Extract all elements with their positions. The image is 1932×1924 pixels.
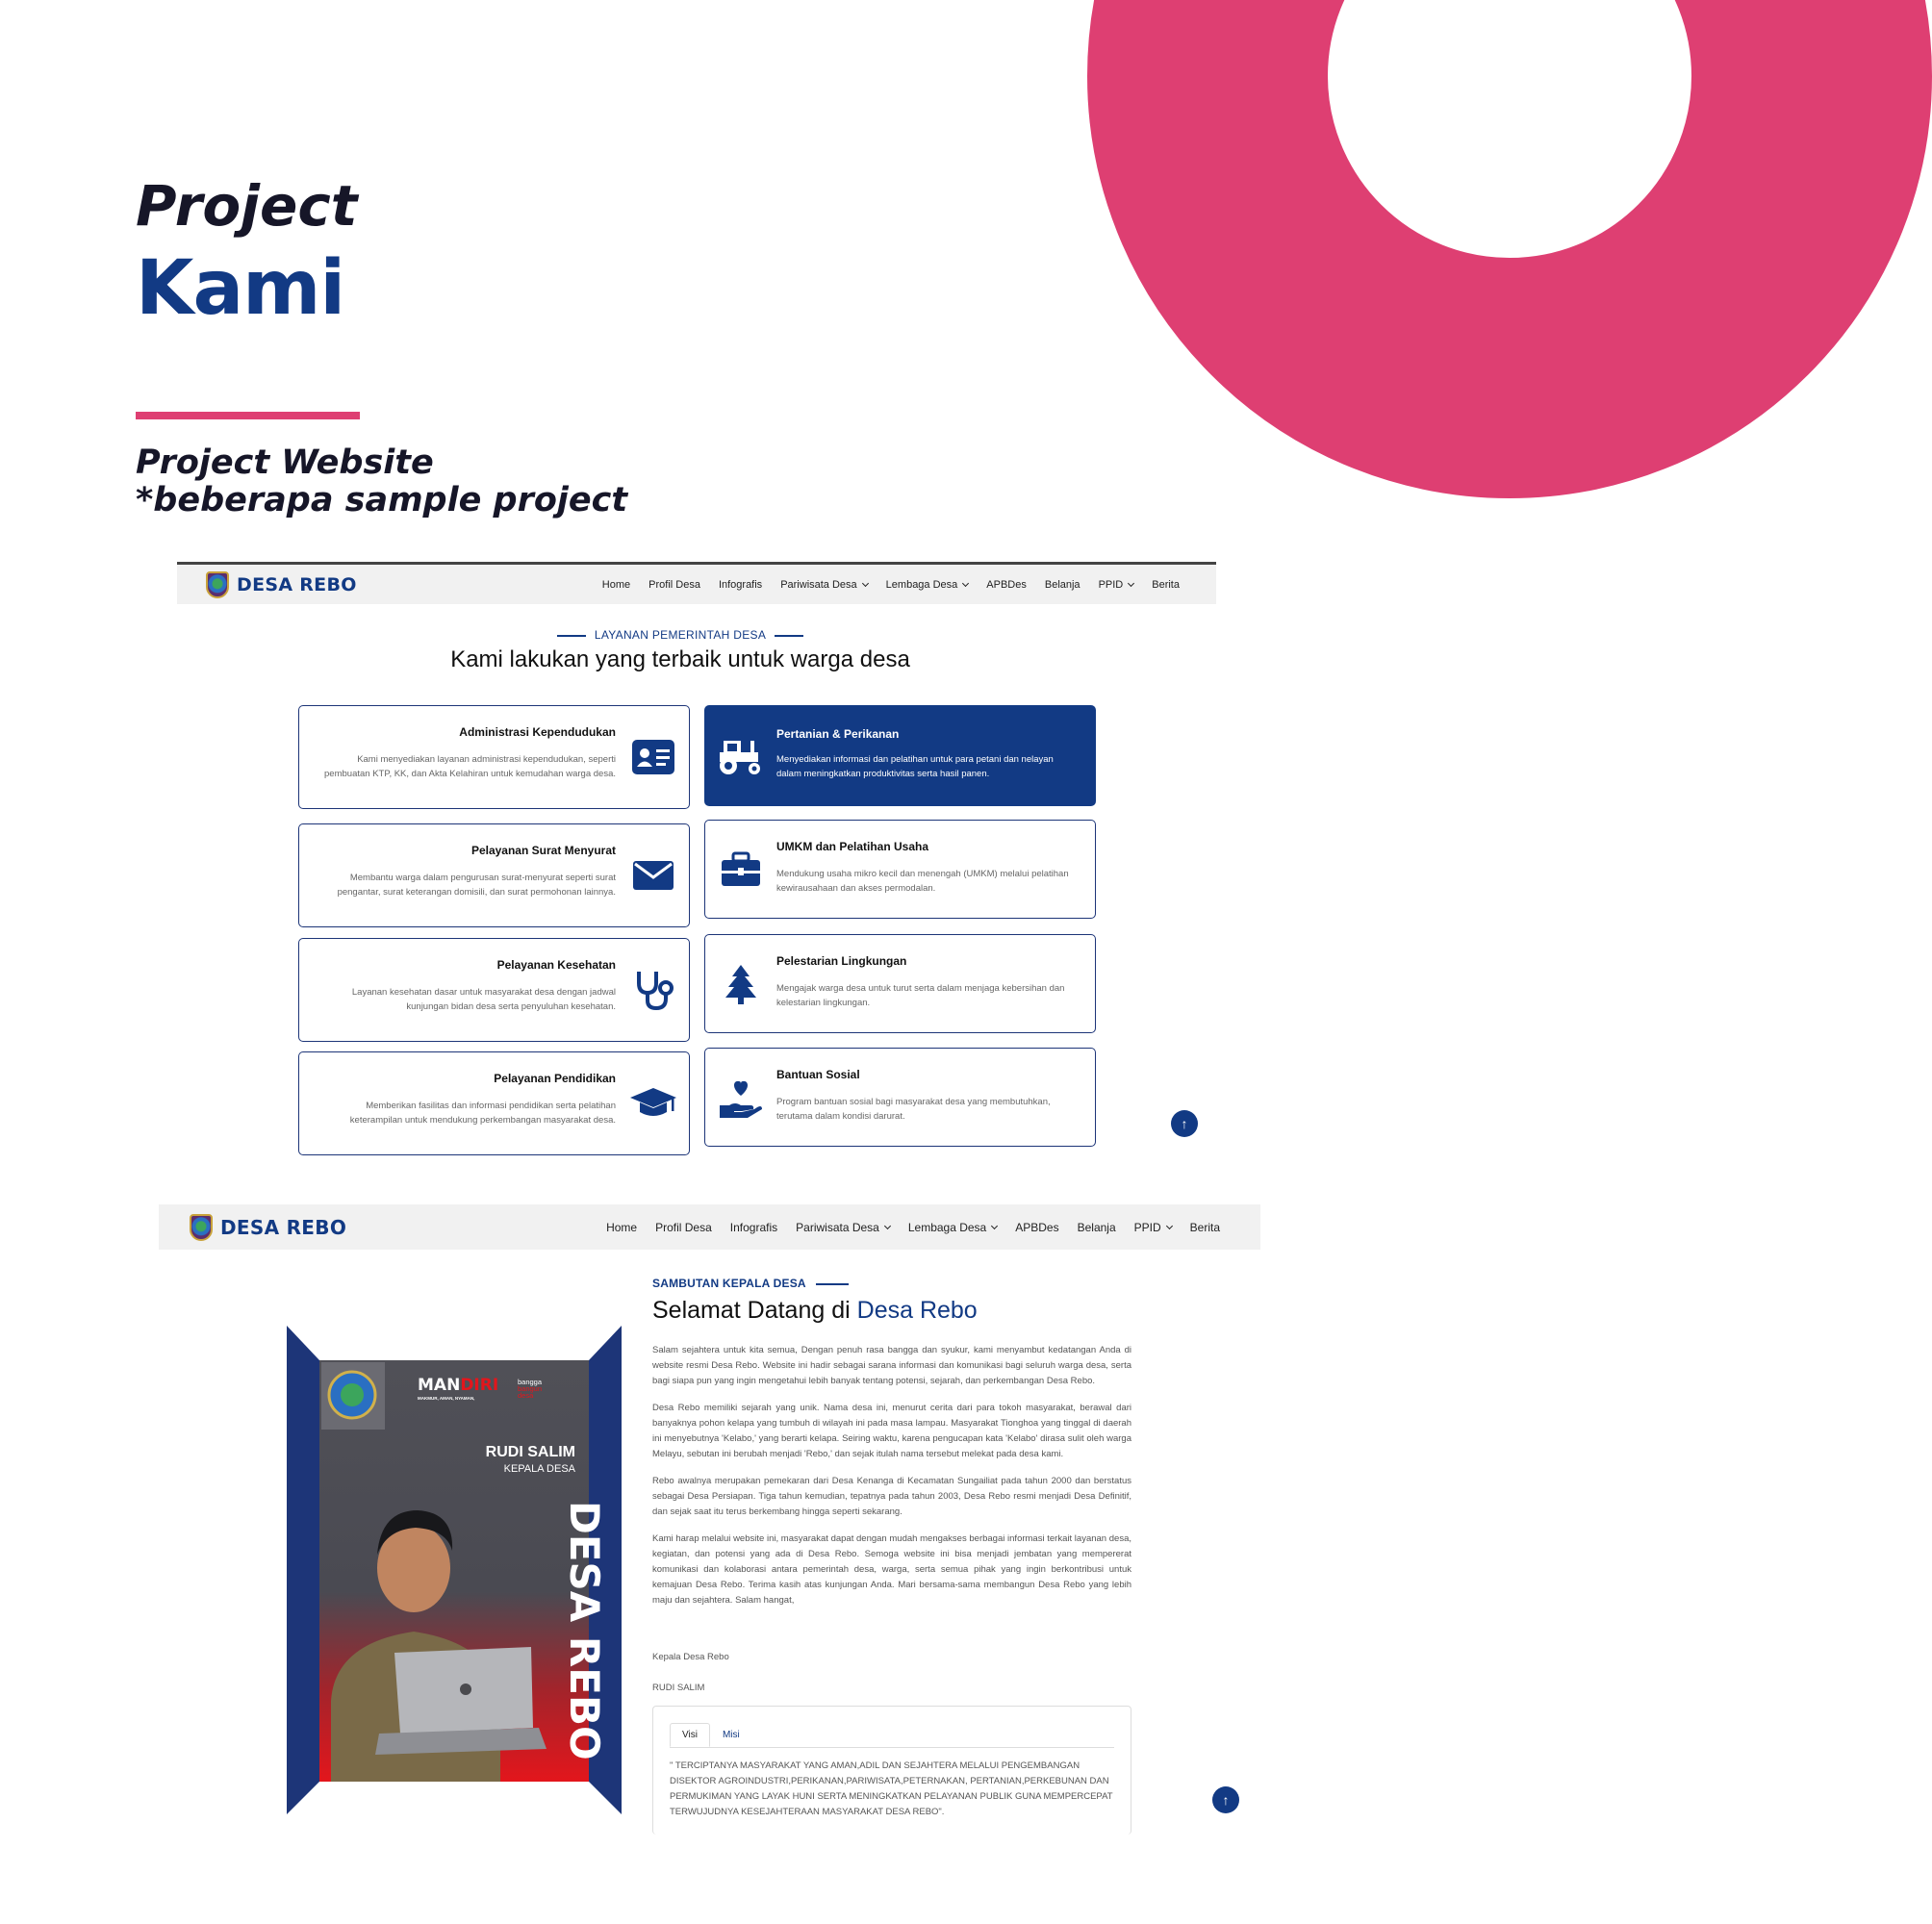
poster-role: KEPALA DESA bbox=[503, 1463, 575, 1475]
nav-menu bbox=[602, 579, 1180, 591]
nav-item-apbdes[interactable]: APBDes bbox=[986, 578, 1027, 591]
chevron-down-icon bbox=[1166, 1222, 1173, 1228]
service-card-kesehatan[interactable] bbox=[298, 938, 690, 1042]
poster-name: RUDI SALIM bbox=[485, 1444, 575, 1460]
service-card-umkm[interactable] bbox=[704, 820, 1096, 919]
navbar-welcome-page bbox=[159, 1204, 1260, 1250]
nav-item-pariwisata-desa[interactable]: Pariwisata Desa bbox=[796, 1221, 890, 1234]
nav-menu bbox=[606, 1221, 1220, 1234]
nav-item-ppid[interactable]: PPID bbox=[1099, 579, 1134, 591]
envelope-icon bbox=[629, 853, 677, 898]
nav-item-apbdes[interactable]: APBDes bbox=[1015, 1220, 1059, 1234]
stethoscope-icon bbox=[629, 968, 677, 1012]
arrow-up-icon: ↑ bbox=[1222, 1792, 1230, 1808]
scroll-top-button[interactable] bbox=[1212, 1786, 1239, 1813]
chevron-down-icon bbox=[862, 579, 869, 586]
nav-item-home[interactable]: Home bbox=[601, 578, 631, 591]
hand-heart-icon bbox=[717, 1076, 765, 1120]
tractor-icon bbox=[717, 734, 765, 778]
kepala-desa-poster bbox=[287, 1326, 622, 1814]
card-desc: Layanan kesehatan dasar untuk masyarakat desa dengan jadwal kunjungan bidan desa serta penyuluhan kesehatan. bbox=[351, 987, 616, 1012]
card-title: Bantuan Sosial bbox=[776, 1068, 860, 1081]
hero-title-project: Project bbox=[136, 173, 358, 239]
nav-item-belanja[interactable]: Belanja bbox=[1077, 1220, 1116, 1234]
hero-subtitle: Project Website bbox=[136, 443, 434, 482]
visi-text: " TERCIPTANYA MASYARAKAT YANG AMAN,ADIL DAN SEJAHTERA MELALUI PENGEMBANGAN DISEKTOR AGROINDUSTRI,PERIKANAN,PARIWISATA,PETERNAKAN, PERTANIAN,PERKEBUNAN DAN PERMUKIMAN YANG LAYAK HUNI SERTA MENINGKATKAN PELAYANAN PUBLIK GUNA MEMPERCEPAT TERWUJUDNYA KESEJAHTERAAN MASYARAKAT DESA REBO". bbox=[670, 1760, 1113, 1817]
card-desc: Kami menyediakan layanan administrasi kependudukan, seperti pembuatan KTP, KK, dan Akta Kelahiran untuk kemudahan warga desa. bbox=[324, 754, 616, 779]
service-card-surat[interactable] bbox=[298, 823, 690, 927]
brand-name: DESA REBO bbox=[220, 1215, 347, 1239]
chevron-down-icon bbox=[884, 1222, 891, 1228]
nav-item-home[interactable]: Home bbox=[606, 1220, 638, 1234]
service-card-pertanian[interactable] bbox=[704, 705, 1096, 806]
nav-item-lembaga-desa[interactable]: Lembaga Desa bbox=[886, 579, 969, 591]
visi-misi-tabs bbox=[670, 1723, 752, 1747]
poster-vertical-text: DESA REBO bbox=[561, 1501, 608, 1760]
nav-item-pariwisata-desa[interactable]: Pariwisata Desa bbox=[780, 579, 867, 591]
service-card-administrasi[interactable] bbox=[298, 705, 690, 809]
nav-item-profil-desa[interactable]: Profil Desa bbox=[655, 1220, 712, 1234]
service-card-bantuan-sosial[interactable] bbox=[704, 1048, 1096, 1147]
nav-item-belanja[interactable]: Belanja bbox=[1044, 578, 1080, 591]
card-title: Pelayanan Pendidikan bbox=[494, 1072, 616, 1085]
services-title: Kami lakukan yang terbaik untuk warga desa bbox=[450, 646, 910, 672]
welcome-title: Selamat Datang di Desa Rebo bbox=[652, 1297, 978, 1324]
nav-item-lembaga-desa[interactable]: Lembaga Desa bbox=[908, 1221, 997, 1234]
card-title: Pertanian & Perikanan bbox=[776, 727, 900, 741]
nav-item-berita[interactable]: Berita bbox=[1189, 1220, 1220, 1234]
services-eyebrow: LAYANAN PEMERINTAH DESA bbox=[0, 628, 1360, 642]
tab-visi[interactable]: Visi bbox=[670, 1723, 710, 1747]
card-title: Administrasi Kependudukan bbox=[459, 725, 616, 739]
nav-item-infografis[interactable]: Infografis bbox=[718, 578, 763, 591]
graduation-cap-icon bbox=[629, 1081, 677, 1126]
poster-brand: MANDIRI bbox=[418, 1376, 499, 1395]
hero-subtitle-note: *beberapa sample project bbox=[136, 481, 628, 519]
signature-role: Kepala Desa Rebo bbox=[652, 1652, 729, 1662]
welcome-paragraph: Desa Rebo memiliki sejarah yang unik. Nama desa ini, menurut cerita dari para tokoh masyarakat, berawal dari banyaknya pohon kelapa yang tumbuh di wilayah ini pada masa lampau. Masyarakat Tionghoa yang tinggal di daerah ini menyebutnya 'Kelabo,' yang berarti kelapa. Seiring waktu, karena pengucapan kata 'Kelabo' dirasa sulit oleh warga Melayu, sebutan ini berubah menjadi 'Rebo,' dan sejak itulah nama tersebut melekat pada desa kami. bbox=[652, 1403, 1131, 1459]
card-desc: Membantu warga dalam pengurusan surat-menyurat seperti surat pengantar, surat keterangan domisili, dan surat permohonan lainnya. bbox=[337, 873, 616, 898]
chevron-down-icon bbox=[962, 579, 969, 586]
tab-misi[interactable]: Misi bbox=[722, 1730, 740, 1740]
card-title: Pelayanan Surat Menyurat bbox=[470, 844, 616, 857]
card-title: UMKM dan Pelatihan Usaha bbox=[776, 840, 929, 853]
hero-divider bbox=[136, 412, 360, 419]
arrow-up-icon: ↑ bbox=[1181, 1116, 1188, 1131]
card-desc: Menyediakan informasi dan pelatihan untuk para petani dan nelayan dalam meningkatkan produktivitas serta hasil panen. bbox=[776, 754, 1054, 779]
welcome-eyebrow: SAMBUTAN KEPALA DESA bbox=[652, 1277, 849, 1290]
brand-name: DESA REBO bbox=[237, 573, 357, 595]
service-card-pendidikan[interactable] bbox=[298, 1051, 690, 1155]
welcome-paragraph: Salam sejahtera untuk kita semua, Dengan penuh rasa bangga dan syukur, kami menyambut kedatangan Anda di website resmi Desa Rebo. Website ini hadir sebagai sarana informasi dan komunikasi bagi seluruh warga desa, serta bagi siapa pun yang ingin mengetahui lebih banyak tentang potensi, sejarah, dan perkembangan Desa Rebo. bbox=[652, 1345, 1131, 1386]
card-desc: Mengajak warga desa untuk turut serta dalam menjaga kebersihan dan kelestarian lingkungan. bbox=[776, 983, 1065, 1008]
welcome-paragraphs bbox=[652, 1343, 1131, 1620]
poster-bangga-logo: bangga bangun desa bbox=[518, 1378, 543, 1400]
poster-brand-tagline: MAKMUR, AMAN, NYAMAN, bbox=[418, 1396, 475, 1401]
chevron-down-icon bbox=[991, 1222, 998, 1228]
welcome-paragraph: Rebo awalnya merupakan pemekaran dari Desa Kenanga di Kecamatan Sungailiat pada tahun 2000 dan berstatus sebagai Desa Persiapan. Tiga tahun kemudian, tepatnya pada tahun 2003, Desa Rebo resmi menjadi Desa Definitif, dan sejak saat itu terus berkembang hingga seperti sekarang. bbox=[652, 1476, 1131, 1517]
hero-title-kami: Kami bbox=[136, 245, 345, 332]
service-card-lingkungan[interactable] bbox=[704, 934, 1096, 1033]
card-desc: Program bantuan sosial bagi masyarakat desa yang membutuhkan, terutama dalam kondisi darurat. bbox=[776, 1097, 1051, 1122]
briefcase-icon bbox=[717, 848, 765, 892]
nav-item-berita[interactable]: Berita bbox=[1152, 578, 1180, 591]
nav-item-infografis[interactable]: Infografis bbox=[729, 1220, 778, 1234]
signature-name: RUDI SALIM bbox=[652, 1683, 705, 1693]
welcome-paragraph: Kami harap melalui website ini, masyarakat dapat dengan mudah mengakses berbagai informasi terkait layanan desa, kegiatan, dan potensi yang ada di Desa Rebo. Semoga website ini bisa menjadi jembatan yang mempererat komunikasi dan kolaborasi antara pemerintah desa, warga, serta semua pihak yang ingin berkontribusi untuk kemajuan Desa Rebo. Terima kasih atas kunjungan Anda. Mari bersama-sama membangun Desa Rebo yang lebih maju dan sejahtera. Salam hangat, bbox=[652, 1533, 1131, 1606]
id-card-icon bbox=[629, 735, 677, 779]
tree-icon bbox=[717, 962, 765, 1006]
nav-item-ppid[interactable]: PPID bbox=[1134, 1221, 1172, 1234]
visi-misi-panel bbox=[652, 1706, 1131, 1835]
desa-logo-icon bbox=[190, 1214, 213, 1241]
nav-item-profil-desa[interactable]: Profil Desa bbox=[648, 578, 700, 591]
chevron-down-icon bbox=[1128, 579, 1134, 586]
card-desc: Memberikan fasilitas dan informasi pendidikan serta pelatihan keterampilan untuk mendukung perkembangan masyarakat desa. bbox=[349, 1101, 616, 1126]
card-title: Pelayanan Kesehatan bbox=[496, 958, 616, 972]
card-desc: Mendukung usaha mikro kecil dan menengah (UMKM) melalui pelatihan kewirausahaan dan akses permodalan. bbox=[776, 869, 1069, 894]
scroll-top-button[interactable] bbox=[1171, 1110, 1198, 1137]
card-title: Pelestarian Lingkungan bbox=[776, 954, 907, 968]
brand[interactable] bbox=[190, 1214, 346, 1241]
brand[interactable] bbox=[206, 571, 357, 598]
desa-logo-icon bbox=[206, 571, 229, 598]
navbar-services-page bbox=[177, 562, 1216, 604]
